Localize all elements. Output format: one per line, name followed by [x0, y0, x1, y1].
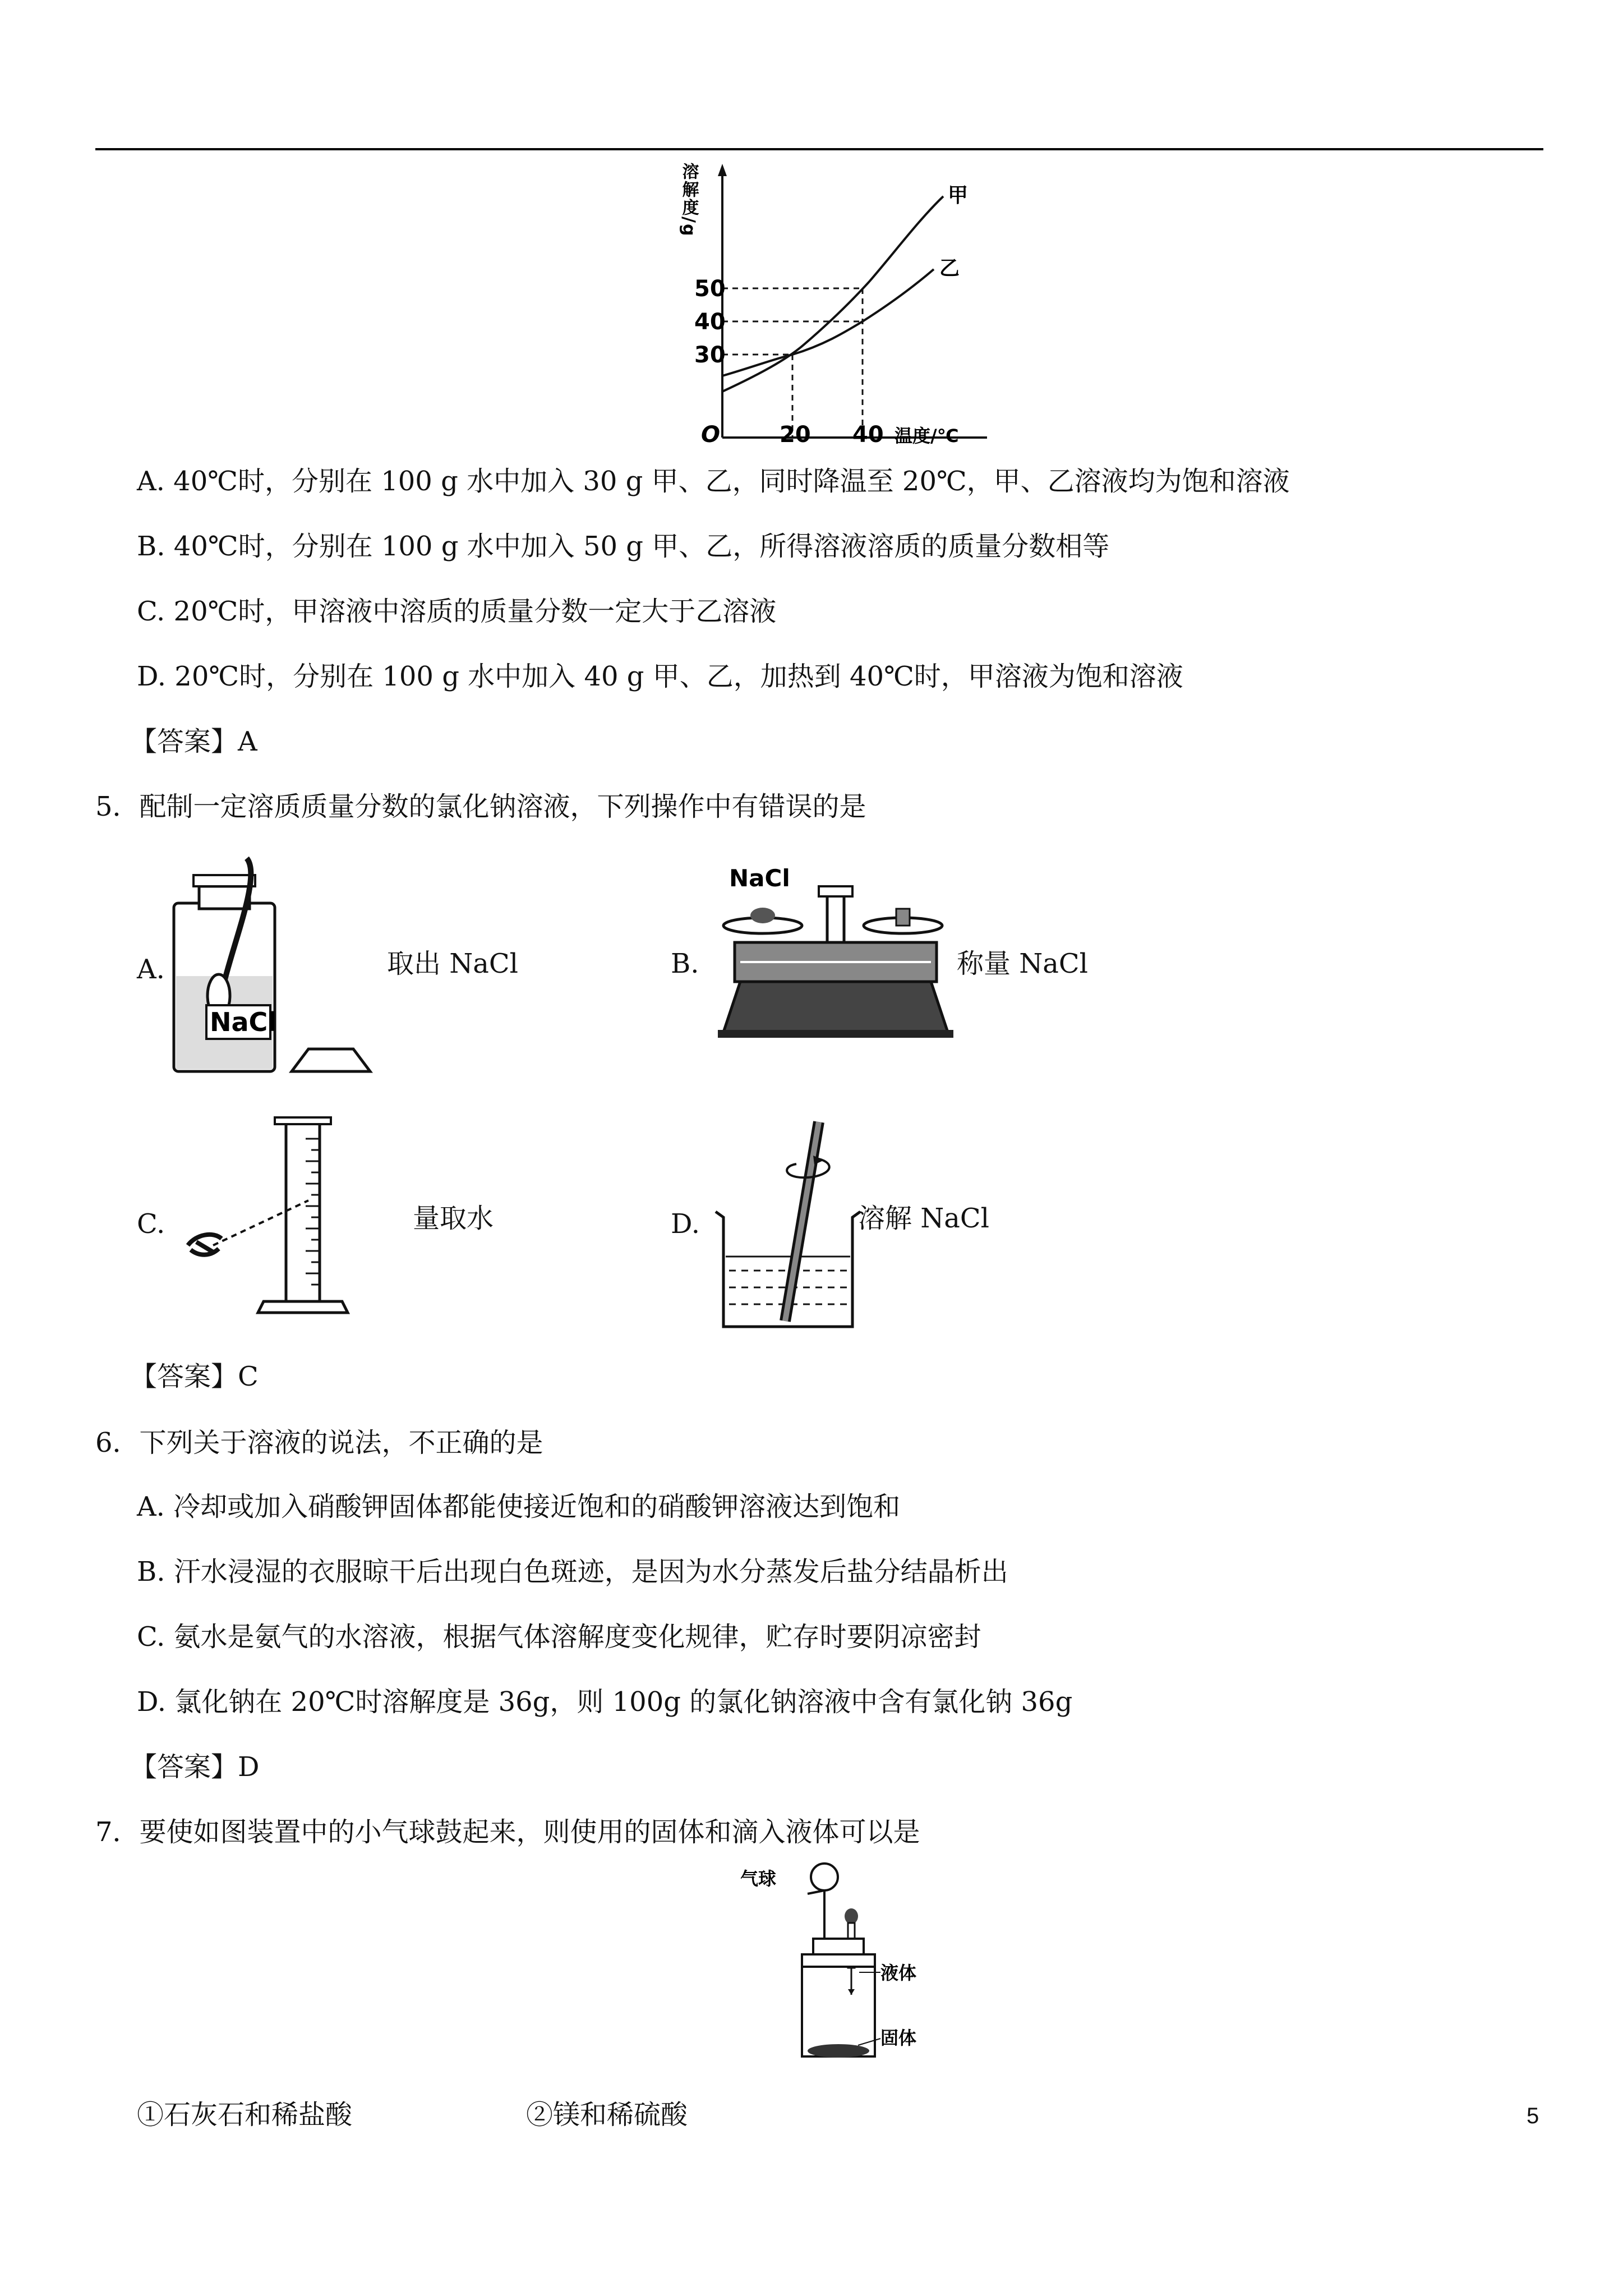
q7-choice-1: ①石灰石和稀盐酸	[137, 2099, 353, 2131]
x-axis-label: 温度/℃	[895, 425, 959, 447]
q5-stem: 5．配制一定溶质质量分数的氯化钠溶液，下列操作中有错误的是	[95, 791, 866, 822]
q6-option-a: A. 冷却或加入硝酸钾固体都能使接近饱和的硝酸钾溶液达到饱和	[137, 1491, 901, 1522]
q5-item-d-caption: 溶解 NaCl	[858, 1203, 989, 1234]
y-axis-label: 溶解度/g	[679, 163, 699, 237]
y-tick-40: 40	[694, 309, 726, 335]
q5-item-a-caption: 取出 NaCl	[387, 948, 518, 979]
bottle-label: NaCl	[210, 1007, 277, 1037]
graduated-cylinder-figure	[179, 1116, 381, 1329]
reagent-bottle-figure	[168, 853, 381, 1077]
y-tick-30: 30	[694, 342, 726, 368]
page-number: 5	[1527, 2104, 1539, 2128]
header-rule	[95, 148, 1543, 150]
rotation-arrow-icon	[813, 1156, 824, 1165]
y-tick-50: 50	[694, 276, 726, 302]
q4-option-d: D. 20℃时，分别在 100 g 水中加入 40 g 甲、乙，加热到 40℃时，甲溶液为饱和溶液	[137, 661, 1183, 692]
q5-item-c-caption: 量取水	[413, 1203, 494, 1234]
q6-answer: 【答案】D	[130, 1751, 260, 1783]
q6-stem: 6．下列关于溶液的说法，不正确的是	[95, 1427, 543, 1458]
series-jia-label: 甲	[948, 184, 969, 207]
balloon-label: 气球	[740, 1868, 777, 1889]
solid-label: 固体	[880, 2027, 917, 2049]
q5-answer: 【答案】C	[130, 1361, 259, 1392]
balance-label: NaCl	[729, 864, 790, 892]
q5-item-a-letter: A.	[137, 954, 165, 985]
q4-answer: 【答案】A	[130, 726, 257, 757]
x-tick-40: 40	[852, 422, 884, 448]
q6-option-b: B. 汗水浸湿的衣服晾干后出现白色斑迹，是因为水分蒸发后盐分结晶析出	[137, 1556, 1008, 1588]
x-tick-20: 20	[780, 422, 811, 448]
q6-option-c: C. 氨水是氨气的水溶液，根据气体溶解度变化规律，贮存时要阴凉密封	[137, 1621, 981, 1653]
q5-item-c-letter: C.	[137, 1208, 165, 1240]
q6-option-d: D. 氯化钠在 20℃时溶解度是 36g，则 100g 的氯化钠溶液中含有氯化钠 36g	[137, 1686, 1073, 1718]
balloon-apparatus-figure	[740, 1860, 953, 2068]
balloon-icon	[811, 1864, 838, 1890]
q4-option-b: B. 40℃时，分别在 100 g 水中加入 50 g 甲、乙，所得溶液溶质的质量分数相等	[137, 531, 1110, 562]
q7-stem: 7．要使如图装置中的小气球鼓起来，则使用的固体和滴入液体可以是	[95, 1816, 920, 1848]
q5-item-b-caption: 称量 NaCl	[957, 948, 1088, 979]
y-axis-arrow	[718, 164, 727, 176]
liquid-label: 液体	[880, 1962, 917, 1984]
origin-label: O	[701, 422, 721, 448]
q5-item-d-letter: D.	[671, 1208, 700, 1240]
q7-choice-2: ②镁和稀硫酸	[526, 2099, 688, 2131]
q4-option-a: A. 40℃时，分别在 100 g 水中加入 30 g 甲、乙，同时降温至 20℃，甲、乙溶液均为饱和溶液	[137, 466, 1290, 497]
balance-figure	[718, 864, 965, 1055]
series-jia-curve	[722, 196, 943, 392]
q5-item-b-letter: B.	[671, 948, 699, 979]
series-yi-label: 乙	[939, 257, 960, 280]
solubility-chart	[679, 157, 987, 454]
q4-option-c: C. 20℃时，甲溶液中溶质的质量分数一定大于乙溶液	[137, 596, 777, 627]
